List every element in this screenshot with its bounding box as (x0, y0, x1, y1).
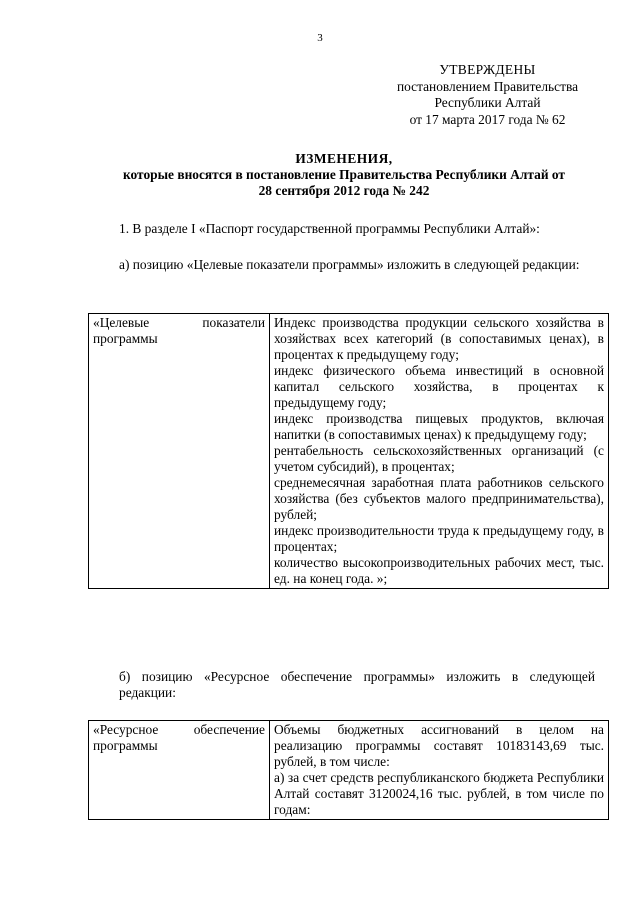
page-number: 3 (317, 32, 323, 44)
clause-1a (89, 257, 595, 273)
resource-provision-table (88, 720, 609, 820)
approval-block (380, 62, 595, 128)
list-item: индекс физического объема инвестиций в основной капитал сельского хозяйства, в процентах к предыдущему году; (274, 363, 604, 410)
list-item: а) за счет средств республиканского бюджета Республики Алтай составят 3120024,16 тыс. рублей, в том числе по годам: (274, 770, 604, 817)
list-item: среднемесячная заработная плата работников сельского хозяйства (без субъектов малого предпринимательства), рублей; (274, 475, 604, 522)
list-item: Объемы бюджетных ассигнований в целом на реализацию программы составят 10183143,69 тыс. рублей, в том числе: (274, 722, 604, 769)
table-cell-content (270, 314, 609, 589)
document-title (80, 151, 608, 199)
approval-stamp: УТВЕРЖДЕНЫ (439, 62, 536, 77)
clause-1a-text: а) позицию «Целевые показатели программы» изложить в следующей редакции: (119, 257, 580, 272)
list-item: рентабельность сельскохозяйственных организаций (с учетом субсидий), в процентах; (274, 443, 604, 474)
table-cell-content (270, 721, 609, 820)
list-item: индекс производства пищевых продуктов, включая напитки (в сопоставимых ценах) к предыдущему году; (274, 411, 604, 442)
resource-provision-label: «Ресурсное обеспечение программы (93, 722, 265, 753)
table-row (89, 314, 609, 589)
list-item: Индекс производства продукции сельского хозяйства в хозяйствах всех категорий (в сопоставимых ценах), в процентах к предыдущему году; (274, 315, 604, 362)
target-indicators-label: «Целевые показатели программы (93, 315, 265, 346)
list-item: индекс производительности труда к предыдущему году, в процентах; (274, 523, 604, 554)
target-indicators-table (88, 313, 609, 589)
clause-1b-text: б) позицию «Ресурсное обеспечение программы» изложить в следующей редакции: (119, 669, 595, 700)
title-line-2: 28 сентября 2012 года № 242 (258, 183, 430, 198)
title-heading: ИЗМЕНЕНИЯ, (295, 151, 393, 166)
approval-line-2: Республики Алтай (434, 95, 541, 110)
table-cell-label (89, 314, 270, 589)
table-cell-label (89, 721, 270, 820)
list-item: количество высокопроизводительных рабочих мест, тыс. ед. на конец года. »; (274, 555, 604, 586)
clause-1b (89, 669, 595, 701)
approval-line-3: от 17 марта 2017 года № 62 (409, 111, 566, 127)
title-line-1: которые вносятся в постановление Правительства Республики Алтай от (123, 167, 565, 182)
clause-1 (89, 221, 595, 237)
approval-line-1: постановлением Правительства (396, 78, 579, 94)
table-row (89, 721, 609, 820)
clause-1-text: 1. В разделе I «Паспорт государственной программы Республики Алтай»: (119, 221, 540, 236)
